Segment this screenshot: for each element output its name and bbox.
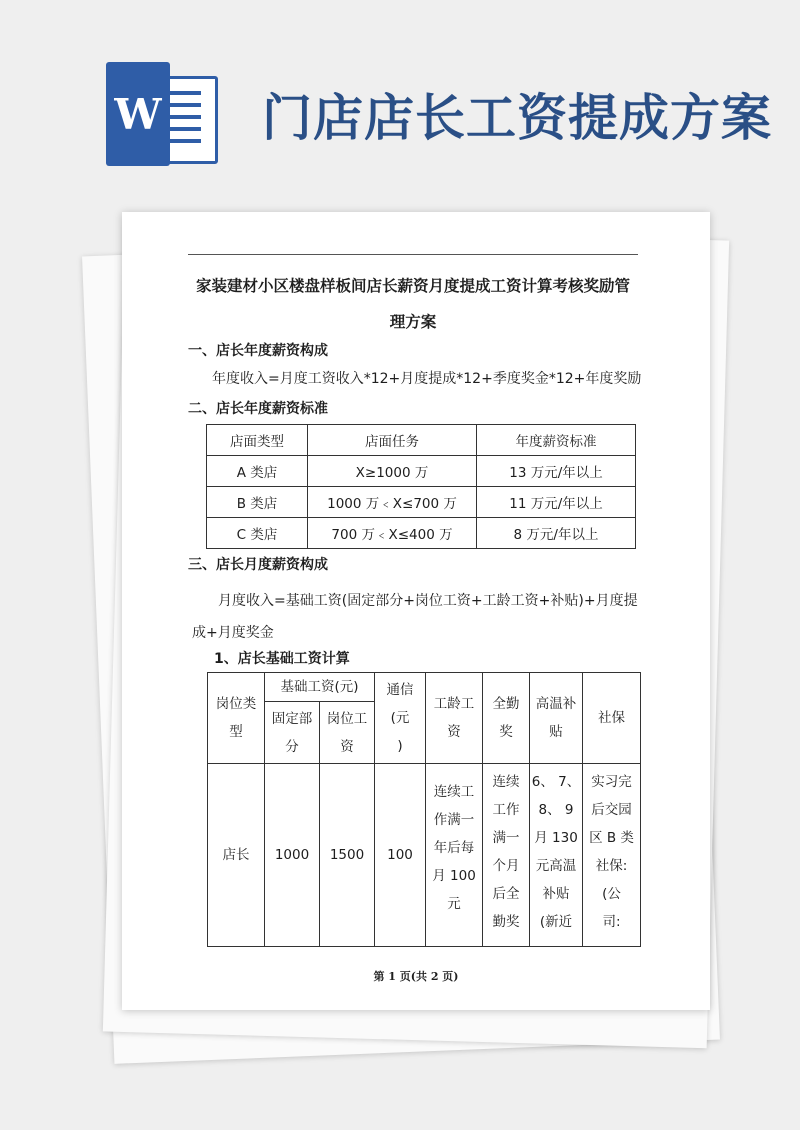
header-cell-heat bbox=[530, 673, 583, 764]
cell-line: 连续 bbox=[492, 774, 520, 790]
table-header-row bbox=[207, 425, 636, 456]
cell-line: 贴 bbox=[549, 724, 563, 740]
table-cell: 8 万元/年以上 bbox=[477, 518, 636, 549]
cell-line: ) bbox=[397, 738, 403, 754]
table-cell bbox=[583, 764, 641, 947]
subsection1-heading: 1、店长基础工资计算 bbox=[214, 651, 350, 667]
section3-text-line2: 成+月度奖金 bbox=[192, 625, 274, 641]
word-badge: W bbox=[106, 62, 170, 166]
cell-line: 连续工 bbox=[433, 784, 475, 800]
cell-line: 年后每 bbox=[433, 840, 475, 856]
cell-line: 全勤 bbox=[492, 696, 520, 712]
table-cell: 700 万﹤X≤400 万 bbox=[308, 518, 477, 549]
table-cell bbox=[426, 764, 483, 947]
document-title-line2: 理方案 bbox=[389, 313, 437, 331]
table-cell: B 类店 bbox=[207, 487, 308, 518]
table-cell: 100 bbox=[375, 764, 426, 947]
cell-line: 高温补 bbox=[535, 696, 577, 712]
cell-line: 补贴 bbox=[542, 886, 570, 902]
cell-line: 6、 7、 bbox=[531, 774, 581, 790]
section2-heading: 二、店长年度薪资标准 bbox=[188, 401, 328, 417]
table-cell: 店长 bbox=[208, 764, 265, 947]
cell-line: 岗位类 bbox=[215, 696, 257, 712]
table-cell bbox=[530, 764, 583, 947]
table-row bbox=[208, 764, 641, 947]
cell-line: 司: bbox=[602, 914, 621, 930]
cell-line: (新近 bbox=[539, 914, 573, 930]
table-cell: 11 万元/年以上 bbox=[477, 487, 636, 518]
cell-line: 固定部 bbox=[271, 710, 313, 727]
cell-line: 勤奖 bbox=[492, 914, 520, 930]
table-header-row bbox=[208, 673, 641, 702]
header-cell-seniority bbox=[426, 673, 483, 764]
table-header-cell: 店面任务 bbox=[308, 425, 477, 456]
banner-title: 门店店长工资提成方案 bbox=[262, 88, 772, 147]
cell-line: 作满一 bbox=[433, 812, 475, 828]
cell-line: 8、 9 bbox=[538, 802, 574, 818]
word-document-icon bbox=[106, 62, 216, 166]
table-cell: C 类店 bbox=[207, 518, 308, 549]
cell-line: 后交园 bbox=[591, 802, 632, 818]
cell-line: (公 bbox=[602, 886, 621, 902]
section1-heading: 一、店长年度薪资构成 bbox=[188, 343, 328, 359]
table-row bbox=[207, 487, 636, 518]
banner bbox=[0, 0, 800, 205]
cell-line: 工作 bbox=[492, 802, 520, 818]
cell-line: 满一 bbox=[492, 830, 520, 846]
header-cell-post bbox=[320, 702, 375, 764]
section3-heading: 三、店长月度薪资构成 bbox=[188, 557, 328, 573]
cell-line: 型 bbox=[229, 724, 243, 740]
table-cell bbox=[483, 764, 530, 947]
cell-line: 月 100 bbox=[432, 868, 476, 884]
header-cell-comm bbox=[375, 673, 426, 764]
document-title-line1: 家装建材小区楼盘样板间店长薪资月度提成工资计算考核奖励管 bbox=[195, 277, 630, 295]
header-cell-attend bbox=[483, 673, 530, 764]
cell-line: 资 bbox=[340, 738, 354, 755]
cell-line: (元 bbox=[390, 710, 410, 726]
header-cell-fixed bbox=[265, 702, 320, 764]
cell-line: 分 bbox=[285, 738, 299, 755]
section3-text-line1: 月度收入=基础工资(固定部分+岗位工资+工龄工资+补贴)+月度提 bbox=[218, 593, 638, 609]
table-cell: 1500 bbox=[320, 764, 375, 947]
cell-line: 元高温 bbox=[535, 858, 577, 874]
table-header-cell: 年度薪资标准 bbox=[477, 425, 636, 456]
header-cell-type bbox=[208, 673, 265, 764]
cell-line: 元 bbox=[447, 896, 461, 912]
salary-standard-table bbox=[206, 424, 636, 549]
table-cell: X≥1000 万 bbox=[308, 456, 477, 487]
table-row bbox=[207, 456, 636, 487]
header-cell-base: 基础工资(元) bbox=[265, 673, 375, 702]
table-header-cell: 店面类型 bbox=[207, 425, 308, 456]
table-cell: A 类店 bbox=[207, 456, 308, 487]
header-cell-social: 社保 bbox=[583, 673, 641, 764]
cell-line: 区 B 类 bbox=[589, 830, 634, 846]
cell-line: 月 130 bbox=[534, 830, 578, 846]
cell-line: 资 bbox=[447, 724, 461, 740]
cell-line: 社保: bbox=[595, 858, 628, 874]
cell-line: 工龄工 bbox=[433, 696, 475, 712]
table-cell: 1000 bbox=[265, 764, 320, 947]
table-row bbox=[207, 518, 636, 549]
document-page bbox=[122, 212, 710, 1010]
section1-text: 年度收入=月度工资收入*12+月度提成*12+季度奖金*12+年度奖励 bbox=[212, 371, 642, 387]
cell-line: 通信 bbox=[386, 682, 414, 698]
cell-line: 后全 bbox=[492, 886, 520, 902]
cell-line: 实习完 bbox=[591, 774, 632, 790]
base-salary-table bbox=[207, 672, 641, 947]
cell-line: 奖 bbox=[499, 724, 513, 740]
cell-line: 个月 bbox=[492, 858, 520, 874]
cell-line: 岗位工 bbox=[326, 710, 368, 727]
page-footer: 第 1 页(共 2 页) bbox=[373, 970, 459, 983]
table-cell: 1000 万﹤X≤700 万 bbox=[308, 487, 477, 518]
table-cell: 13 万元/年以上 bbox=[477, 456, 636, 487]
header-rule bbox=[188, 254, 638, 255]
